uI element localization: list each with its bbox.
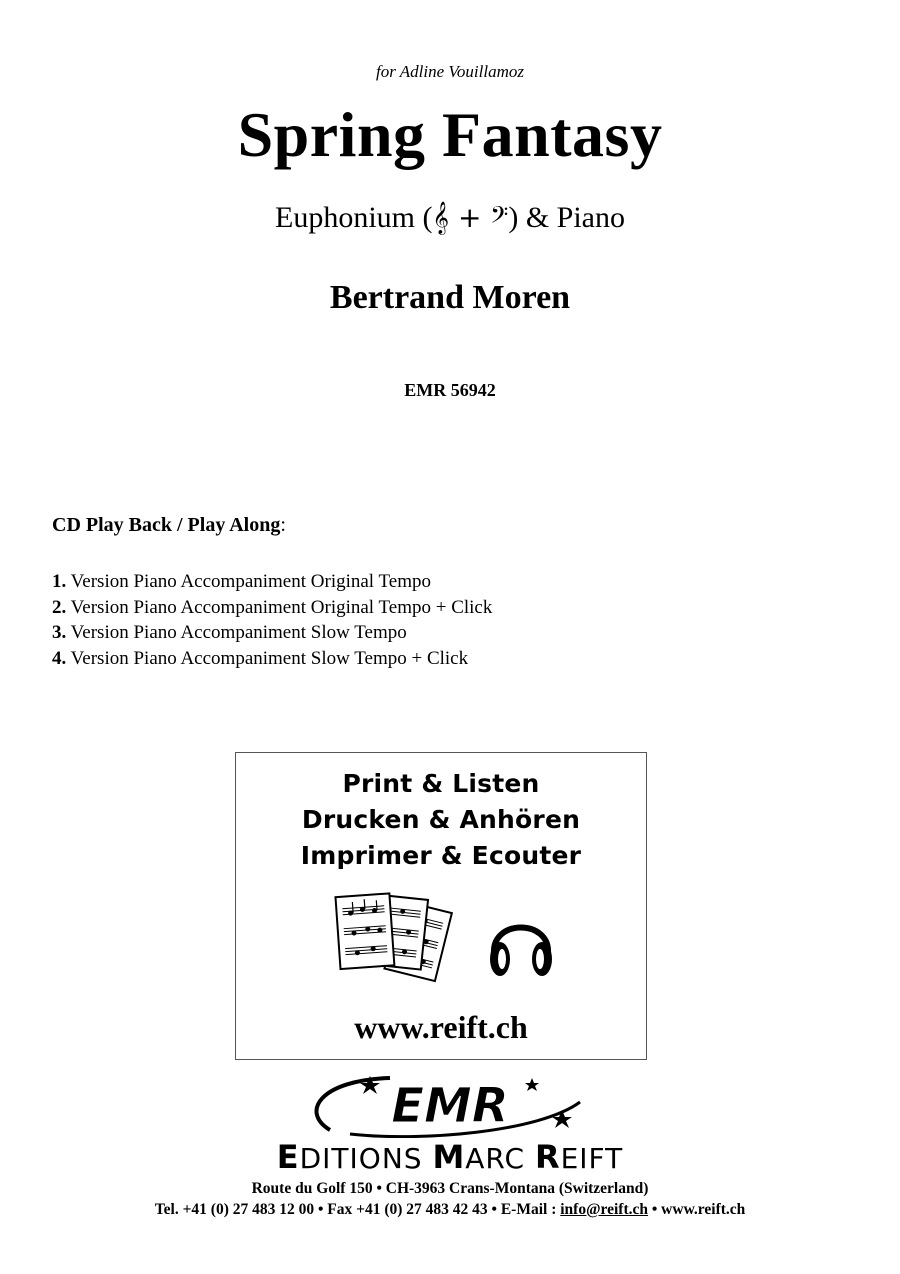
sheet-music-icon	[328, 887, 458, 985]
contact-phone-fax: Tel. +41 (0) 27 483 12 00 • Fax +41 (0) 27 483 42 43 • E-Mail :	[154, 1201, 561, 1218]
print-listen-box	[235, 752, 647, 1060]
list-item	[52, 620, 492, 646]
promo-line-english: Print & Listen	[342, 769, 540, 798]
instrument-suffix: ) & Piano	[508, 201, 625, 234]
cd-heading-colon: :	[280, 514, 286, 536]
clef-symbols: 𝄞 + 𝄢	[432, 201, 509, 234]
publisher-initial-r: R	[534, 1138, 561, 1176]
track-label: Version Piano Accompaniment Slow Tempo	[70, 622, 407, 643]
instrument-prefix: Euphonium (	[275, 201, 433, 234]
cd-heading-text: CD Play Back / Play Along	[52, 514, 281, 536]
publisher-word-marc: ARC	[465, 1142, 535, 1175]
track-list	[52, 569, 492, 671]
publisher-name	[0, 1140, 900, 1175]
instrumentation	[0, 200, 900, 236]
headphones-icon	[486, 905, 556, 983]
list-item	[52, 569, 492, 595]
publisher-word-editions: DITIONS	[299, 1142, 433, 1175]
list-item	[52, 646, 492, 672]
composer-name: Bertrand Moren	[329, 279, 571, 316]
track-label: Version Piano Accompaniment Original Tempo + Click	[70, 596, 493, 618]
promo-line-german: Drucken & Anhören	[301, 805, 581, 834]
publisher-initial-e: E	[276, 1138, 300, 1176]
track-number: 2.	[52, 596, 67, 618]
email-link[interactable]: info@reift.ch	[560, 1201, 648, 1218]
publisher-contact	[0, 1201, 900, 1219]
contact-website: • www.reift.ch	[648, 1201, 746, 1218]
page-title: Spring Fantasy	[237, 99, 663, 170]
publisher-initial-m: M	[432, 1138, 466, 1176]
promo-line-french: Imprimer & Ecouter	[300, 841, 582, 870]
publisher-address: Route du Golf 150 • CH-3963 Crans-Montana (Switzerland)	[251, 1180, 649, 1197]
emr-logo-icon	[300, 1072, 600, 1138]
dedication: for Adline Vouillamoz	[376, 62, 524, 81]
emr-logo-text: EMR	[391, 1078, 509, 1134]
track-number: 3.	[52, 622, 67, 643]
track-label: Version Piano Accompaniment Original Tempo	[70, 571, 431, 592]
promo-website: www.reift.ch	[354, 1009, 528, 1045]
track-number: 1.	[52, 571, 67, 592]
track-number: 4.	[52, 647, 67, 669]
list-item	[52, 595, 492, 621]
catalog-number: EMR 56942	[404, 380, 496, 400]
cd-section-heading	[52, 514, 286, 537]
track-label: Version Piano Accompaniment Slow Tempo + Click	[70, 647, 469, 669]
publisher-word-reift: EIFT	[560, 1142, 624, 1175]
